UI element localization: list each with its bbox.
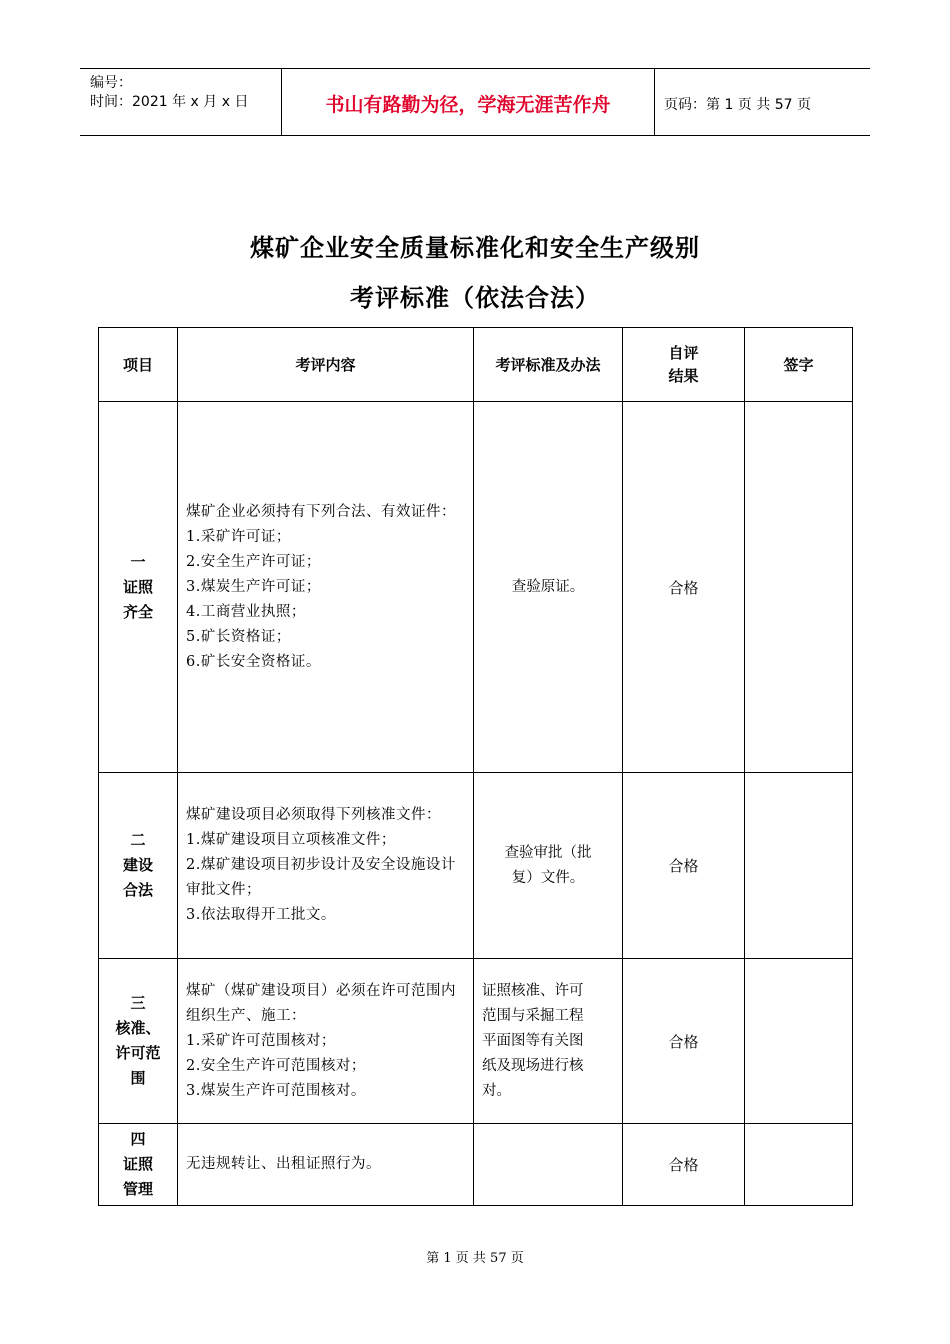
content-cell-line: 3.煤炭生产许可范围核对。 bbox=[186, 1082, 366, 1099]
header-bottom-rule bbox=[80, 135, 870, 136]
signature-cell bbox=[745, 959, 853, 1124]
content-cell-line: 2.安全生产许可证； bbox=[186, 553, 321, 570]
item-cell bbox=[99, 959, 178, 1124]
method-cell-line: 证照核准、许可 bbox=[482, 982, 584, 999]
evaluation-table bbox=[98, 327, 853, 1206]
header-result-line: 自评 bbox=[668, 343, 699, 362]
table-row bbox=[99, 1124, 853, 1206]
item-cell-line: 齐全 bbox=[122, 602, 153, 621]
document-subtitle: 考评标准（依法合法） bbox=[350, 283, 600, 312]
content-cell-line: 4.工商营业执照； bbox=[186, 603, 306, 620]
header-result-line: 结果 bbox=[668, 366, 699, 385]
result-cell: 合格 bbox=[623, 402, 745, 773]
header-item: 项目 bbox=[99, 328, 178, 402]
content-cell-line: 5.矿长资格证； bbox=[186, 628, 291, 645]
header-motto: 书山有路勤为径，学海无涯苦作舟 bbox=[325, 94, 611, 116]
result-cell: 合格 bbox=[623, 773, 745, 959]
content-cell-line: 煤矿（煤矿建设项目）必须在许可范围内组织生产、施工： bbox=[186, 982, 456, 1024]
result-cell: 合格 bbox=[623, 1124, 745, 1206]
method-cell-line: 复）文件。 bbox=[511, 869, 585, 886]
method-cell-line: 对。 bbox=[482, 1082, 511, 1099]
header-signature: 签字 bbox=[745, 328, 853, 402]
item-cell-line: 一 bbox=[130, 552, 146, 571]
header-serial-label: 编号： bbox=[90, 75, 132, 91]
method-cell-line: 范围与采掘工程 bbox=[482, 1007, 584, 1024]
method-cell bbox=[474, 959, 623, 1124]
content-cell-line: 2.煤矿建设项目初步设计及安全设施设计审批文件； bbox=[186, 857, 456, 898]
item-cell-line: 四 bbox=[130, 1130, 146, 1148]
header-method: 考评标准及办法 bbox=[474, 328, 623, 402]
method-cell-line: 查验原证。 bbox=[511, 578, 585, 595]
content-cell bbox=[178, 1124, 474, 1206]
item-cell-line: 证照 bbox=[122, 577, 153, 596]
table-header-row bbox=[99, 328, 853, 402]
content-cell-line: 煤矿建设项目必须取得下列核准文件： bbox=[186, 807, 441, 823]
method-cell-line: 查验审批（批 bbox=[504, 844, 592, 861]
item-cell-line: 许可范 bbox=[115, 1044, 161, 1062]
header-top-rule bbox=[80, 68, 870, 69]
method-cell bbox=[474, 773, 623, 959]
item-cell-line: 二 bbox=[130, 831, 146, 849]
content-cell-line: 2.安全生产许可范围核对； bbox=[186, 1057, 366, 1074]
item-cell-line: 合法 bbox=[122, 881, 153, 899]
content-cell-line: 1.煤矿建设项目立项核准文件； bbox=[186, 832, 396, 848]
header-content: 考评内容 bbox=[178, 328, 474, 402]
document-title: 煤矿企业安全质量标准化和安全生产级别 bbox=[250, 233, 700, 262]
signature-cell bbox=[745, 773, 853, 959]
item-cell-line: 围 bbox=[130, 1069, 146, 1087]
content-cell-line: 3.依法取得开工批文。 bbox=[186, 907, 336, 923]
header-page-info: 页码：第 1 页 共 57 页 bbox=[664, 97, 811, 113]
result-cell: 合格 bbox=[623, 959, 745, 1124]
content-cell bbox=[178, 402, 474, 773]
content-cell-line: 6.矿长安全资格证。 bbox=[186, 653, 321, 670]
signature-cell bbox=[745, 402, 853, 773]
method-cell bbox=[474, 402, 623, 773]
signature-cell bbox=[745, 1124, 853, 1206]
header-result bbox=[623, 328, 745, 402]
item-cell-line: 三 bbox=[130, 994, 146, 1012]
item-cell-line: 建设 bbox=[122, 856, 153, 874]
item-cell-line: 管理 bbox=[122, 1180, 153, 1198]
table-row bbox=[99, 402, 853, 773]
content-cell bbox=[178, 959, 474, 1124]
table-row bbox=[99, 959, 853, 1124]
content-cell-line: 3.煤炭生产许可证； bbox=[186, 578, 321, 595]
method-cell-line: 纸及现场进行核 bbox=[482, 1057, 584, 1074]
item-cell bbox=[99, 1124, 178, 1206]
item-cell bbox=[99, 773, 178, 959]
table-row bbox=[99, 773, 853, 959]
header-date: 时间：2021 年 x 月 x 日 bbox=[90, 94, 249, 110]
method-cell-line: 平面图等有关图 bbox=[482, 1032, 584, 1049]
method-cell bbox=[474, 1124, 623, 1206]
content-cell-line: 1.采矿许可证； bbox=[186, 528, 291, 545]
content-cell bbox=[178, 773, 474, 959]
item-cell bbox=[99, 402, 178, 773]
content-cell-line: 煤矿企业必须持有下列合法、有效证件： bbox=[186, 503, 456, 520]
header-divider bbox=[654, 68, 655, 136]
content-cell-line: 1.采矿许可范围核对； bbox=[186, 1032, 336, 1049]
page-footer: 第 1 页 共 57 页 bbox=[426, 1251, 524, 1266]
content-cell-line: 无违规转让、出租证照行为。 bbox=[186, 1156, 381, 1172]
item-cell-line: 证照 bbox=[122, 1155, 153, 1173]
item-cell-line: 核准、 bbox=[115, 1019, 161, 1037]
